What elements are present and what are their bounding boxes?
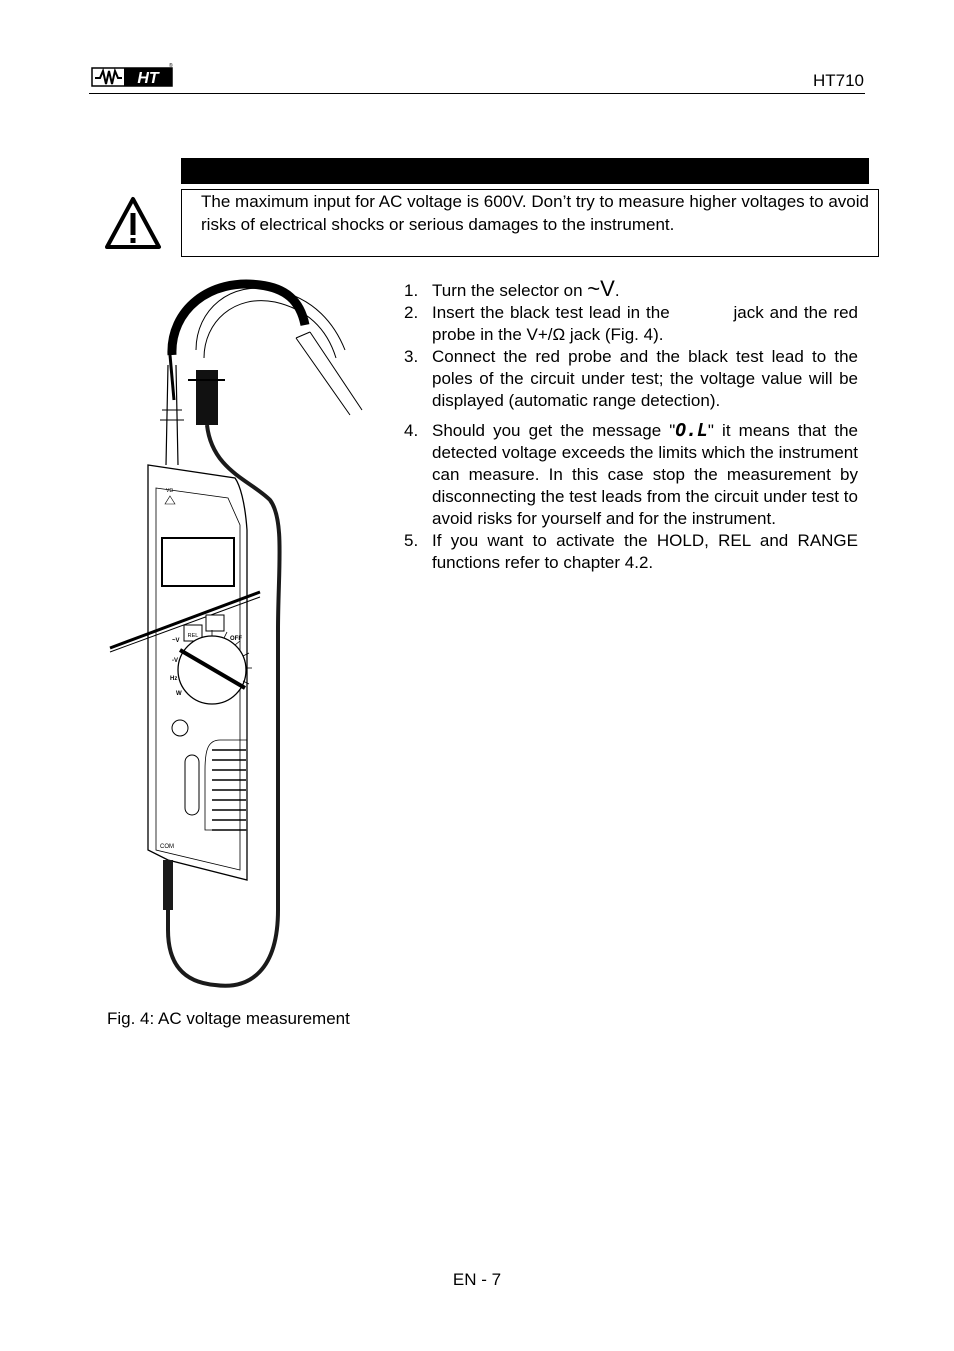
- hz-label: Hz: [170, 676, 178, 682]
- svg-text:®: ®: [169, 63, 173, 69]
- step-text: If you want to activate the HOLD, REL and RANGE functions refer to chapter 4.2.: [432, 531, 858, 572]
- step-number: 2.: [404, 303, 419, 322]
- step-text: jack and the red probe in the V+/Ω jack (Fig. 4).: [432, 303, 858, 344]
- vohm-label: VΩ: [166, 488, 174, 494]
- com-label: COM: [160, 844, 174, 850]
- step-number: 4.: [404, 421, 419, 440]
- ac-voltage-symbol: ~V: [587, 276, 615, 301]
- rel-button-label: REL: [187, 633, 199, 639]
- warning-text: The maximum input for AC voltage is 600V. Don’t try to measure higher voltages to avoid risks of electrical shocks or serious damages to the instrument.: [201, 192, 869, 234]
- list-item: [404, 530, 858, 574]
- ohm-label: W: [176, 691, 182, 697]
- list-item: [404, 302, 858, 346]
- step-text: Insert the black test lead in the: [432, 303, 676, 322]
- warning-triangle-icon: [104, 196, 162, 250]
- figure-caption: Fig. 4: AC voltage measurement: [107, 1009, 350, 1028]
- clamp-meter-figure: [100, 270, 390, 1000]
- section-title-bar: [181, 158, 869, 184]
- list-item: [404, 346, 858, 412]
- ht-logo: [92, 62, 172, 90]
- list-item: [404, 420, 858, 530]
- step-text: .: [614, 281, 620, 300]
- step-text: Turn the selector on: [432, 281, 588, 300]
- overload-display-text: O.L: [675, 420, 708, 441]
- page-number: EN - 7: [452, 1270, 502, 1289]
- procedure-steps: [404, 276, 858, 574]
- dcv-label: -V: [172, 658, 178, 664]
- list-item: [404, 276, 858, 302]
- step-number: 3.: [404, 347, 419, 366]
- brand-text: HT: [137, 70, 159, 87]
- header-divider: [89, 93, 865, 94]
- model-name: HT710: [812, 71, 864, 90]
- warning-box: [181, 189, 879, 257]
- off-label: OFF: [230, 636, 242, 642]
- step-text: Connect the red probe and the black test lead to the poles of the circuit under test; the voltage value will be displayed (automatic range detection).: [432, 347, 858, 410]
- step-number: 5.: [404, 531, 419, 550]
- acv-label: ~V: [172, 638, 180, 644]
- step-text: " it means that the detected voltage exceeds the limits which the instrument can measure. In this case stop the measurement by disconnecting the test leads from the circuit under test to avoid risks for yourself and for the instrument.: [432, 421, 858, 528]
- step-text: Should you get the message ": [432, 421, 676, 440]
- step-number: 1.: [404, 281, 419, 300]
